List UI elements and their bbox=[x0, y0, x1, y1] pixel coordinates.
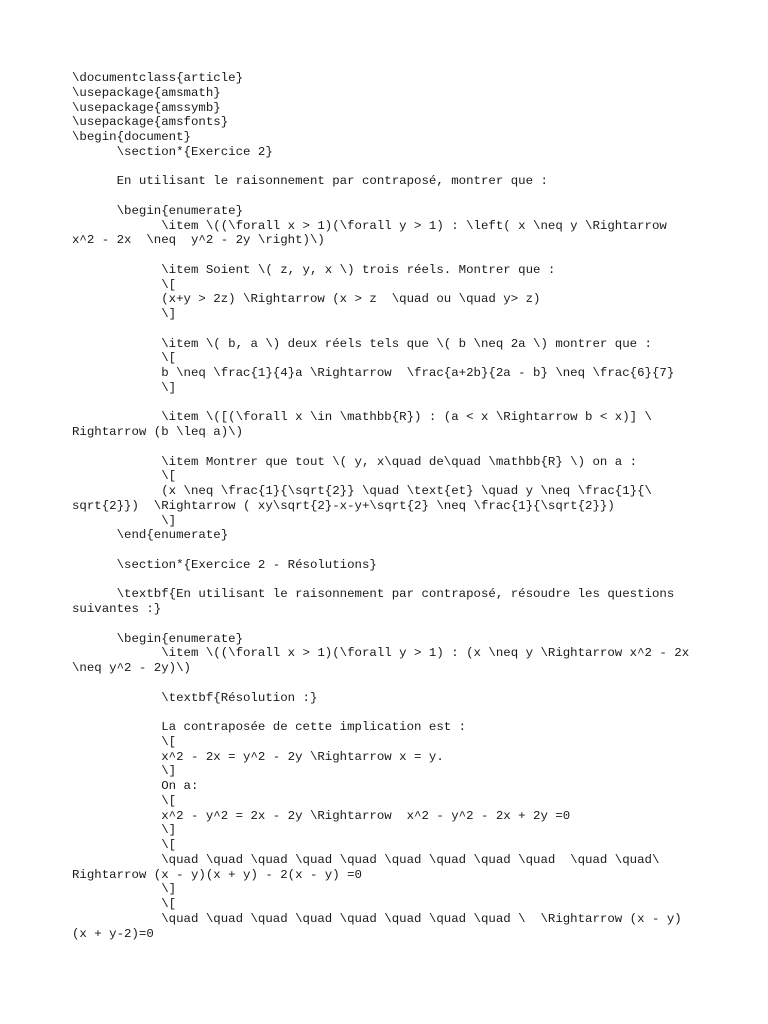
source-line: \usepackage{amsfonts} bbox=[72, 115, 229, 130]
source-line: b \neq \frac{1}{4}a \Rightarrow \frac{a+2b}{2a - b} \neq \frac{6}{7} bbox=[72, 366, 675, 380]
source-line: \] bbox=[72, 513, 177, 528]
source-line: La contraposée de cette implication est : bbox=[72, 720, 467, 734]
source-line: \section*{Exercice 2 - Résolutions} bbox=[72, 557, 377, 572]
source-line: \item Montrer que tout \( y, x\quad de\quad \mathbb{R} \) on a : bbox=[72, 454, 638, 469]
source-line: x^2 - y^2 = 2x - 2y \Rightarrow x^2 - y^2 - 2x + 2y =0 bbox=[72, 808, 571, 823]
source-line: suivantes :} bbox=[72, 602, 162, 616]
source-line: \textbf{En utilisant le raisonnement par contraposé, résoudre les questions bbox=[72, 587, 675, 602]
source-line: \textbf{Résolution :} bbox=[72, 690, 318, 705]
source-line: (x+y > 2z) \Rightarrow (x > z \quad ou \quad y> z) bbox=[72, 292, 541, 307]
source-line bbox=[72, 705, 712, 720]
source-line: \usepackage{amssymb} bbox=[72, 100, 221, 115]
source-line: \item \((\forall x > 1)(\forall y > 1) : \left( x \neq y \Rightarrow bbox=[72, 218, 667, 233]
source-line bbox=[72, 189, 712, 204]
source-line: \[ bbox=[72, 351, 177, 366]
source-line: \documentclass{article} bbox=[72, 71, 244, 85]
source-line: \quad \quad \quad \quad \quad \quad \quad \quad \quad \quad \quad\ bbox=[72, 852, 660, 867]
source-line: Rightarrow (x - y)(x + y) - 2(x - y) =0 bbox=[72, 867, 362, 882]
source-line bbox=[72, 676, 712, 691]
source-line bbox=[72, 573, 712, 588]
source-line: \usepackage{amsmath} bbox=[72, 85, 221, 100]
source-line: \begin{enumerate} bbox=[72, 203, 244, 218]
source-line: \] bbox=[72, 823, 177, 838]
source-line: \[ bbox=[72, 277, 177, 292]
source-line: x^2 - 2x \neq y^2 - 2y \right)\) bbox=[72, 233, 325, 248]
source-line bbox=[72, 543, 712, 558]
source-line bbox=[72, 440, 712, 455]
source-line bbox=[72, 322, 712, 337]
source-line bbox=[72, 396, 712, 411]
source-line: sqrt{2}}) \Rightarrow ( xy\sqrt{2}-x-y+\sqrt{2} \neq \frac{1}{\sqrt{2}}) bbox=[72, 498, 615, 513]
source-line: \quad \quad \quad \quad \quad \quad \quad \quad \ \Rightarrow (x - y) bbox=[72, 911, 682, 926]
latex-source-document bbox=[72, 71, 712, 941]
source-line: \begin{enumerate} bbox=[72, 631, 244, 646]
source-line: \[ bbox=[72, 897, 177, 911]
source-line: \section*{Exercice 2} bbox=[72, 144, 273, 159]
source-line: \item \((\forall x > 1)(\forall y > 1) : (x \neq y \Rightarrow x^2 - 2x bbox=[72, 646, 690, 661]
source-line bbox=[72, 617, 712, 632]
source-line: \] bbox=[72, 307, 177, 321]
source-line: \[ bbox=[72, 838, 177, 852]
source-line: \] bbox=[72, 882, 177, 897]
source-line: x^2 - 2x = y^2 - 2y \Rightarrow x = y. bbox=[72, 749, 444, 764]
source-line: \begin{document} bbox=[72, 130, 191, 144]
source-line: \neq y^2 - 2y)\) bbox=[72, 661, 191, 675]
source-line: \item Soient \( z, y, x \) trois réels. Montrer que : bbox=[72, 262, 556, 277]
source-line: On a: bbox=[72, 779, 199, 793]
source-line bbox=[72, 160, 712, 175]
source-line: \end{enumerate} bbox=[72, 528, 229, 543]
source-line: \[ bbox=[72, 793, 177, 808]
source-line: \] bbox=[72, 380, 177, 395]
source-line: (x \neq \frac{1}{\sqrt{2}} \quad \text{et} \quad y \neq \frac{1}{\ bbox=[72, 484, 652, 498]
source-line: (x + y-2)=0 bbox=[72, 926, 154, 941]
source-line: \[ bbox=[72, 469, 177, 484]
source-line: \] bbox=[72, 764, 177, 779]
source-line: En utilisant le raisonnement par contraposé, montrer que : bbox=[72, 174, 548, 189]
source-line bbox=[72, 248, 712, 263]
source-line: \item \([(\forall x \in \mathbb{R}) : (a < x \Rightarrow b < x)] \ bbox=[72, 410, 652, 425]
source-line: Rightarrow (b \leq a)\) bbox=[72, 425, 244, 439]
source-line: \item \( b, a \) deux réels tels que \( b \neq 2a \) montrer que : bbox=[72, 336, 652, 351]
source-line: \[ bbox=[72, 734, 177, 749]
